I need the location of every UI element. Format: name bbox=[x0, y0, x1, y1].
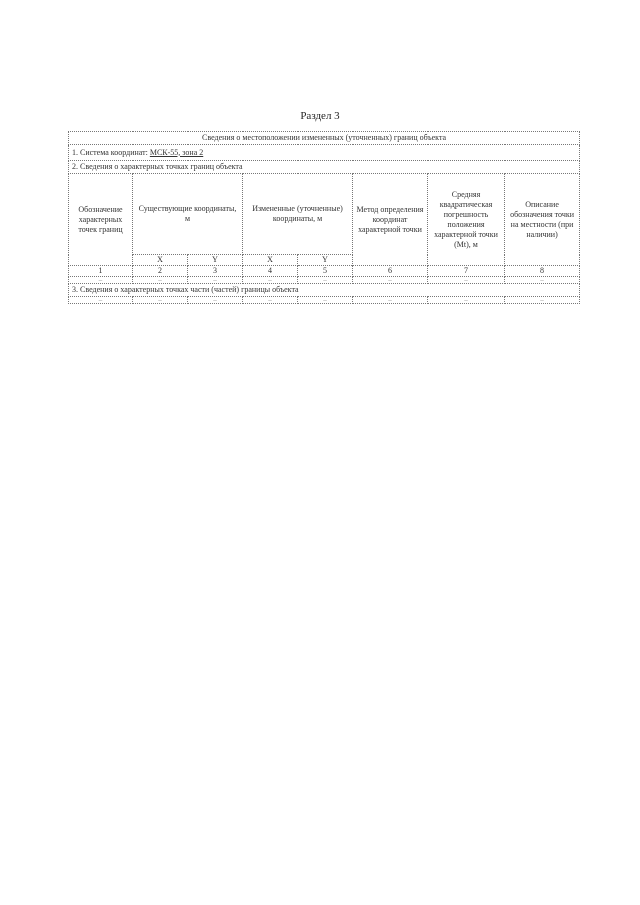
boundary-table bbox=[68, 131, 580, 304]
empty-cell: – bbox=[353, 277, 428, 284]
header-point-designation: Обозначение характерных точек границ bbox=[69, 174, 133, 266]
column-number: 3 bbox=[188, 266, 243, 277]
column-number: 6 bbox=[353, 266, 428, 277]
empty-cell: – bbox=[353, 297, 428, 304]
empty-cell: – bbox=[188, 297, 243, 304]
empty-cell: – bbox=[243, 297, 298, 304]
empty-cell: – bbox=[505, 297, 580, 304]
empty-cell: – bbox=[133, 297, 188, 304]
empty-cell: – bbox=[428, 297, 505, 304]
empty-cell: – bbox=[505, 277, 580, 284]
column-number: 4 bbox=[243, 266, 298, 277]
subsection-3-heading: 3. Сведения о характерных точках части (частей) границы объекта bbox=[69, 284, 580, 297]
header-description: Описание обозначения точки на местности (при наличии) bbox=[505, 174, 580, 266]
empty-cell: – bbox=[298, 277, 353, 284]
coord-system-value: МСК-55, зона 2 bbox=[149, 147, 204, 157]
header-method: Метод определения координат характерной точки bbox=[353, 174, 428, 266]
header-changed-x: X bbox=[243, 255, 298, 266]
table-title: Сведения о местоположении измененных (уточненных) границ объекта bbox=[69, 132, 580, 145]
column-number: 2 bbox=[133, 266, 188, 277]
coord-system-row bbox=[69, 145, 580, 161]
empty-data-row bbox=[69, 297, 580, 304]
empty-cell: – bbox=[298, 297, 353, 304]
header-changed-y: Y bbox=[298, 255, 353, 266]
empty-cell: – bbox=[428, 277, 505, 284]
header-existing-x: X bbox=[133, 255, 188, 266]
subsection-2-row bbox=[69, 161, 580, 174]
header-existing-y: Y bbox=[188, 255, 243, 266]
coord-system-label: 1. Система координат: bbox=[72, 147, 148, 157]
table-title-row bbox=[69, 132, 580, 145]
column-number: 5 bbox=[298, 266, 353, 277]
empty-cell: – bbox=[188, 277, 243, 284]
empty-cell: – bbox=[69, 297, 133, 304]
header-changed-coords: Измененные (уточненные) координаты, м bbox=[243, 174, 353, 255]
header-existing-coords: Существующие координаты, м bbox=[133, 174, 243, 255]
header-error: Средняя квадратическая погрешность положения характерной точки (Mt), м bbox=[428, 174, 505, 266]
subsection-2-heading: 2. Сведения о характерных точках границ объекта bbox=[69, 161, 580, 174]
section-title: Раздел 3 bbox=[300, 110, 340, 122]
column-number: 8 bbox=[505, 266, 580, 277]
empty-cell: – bbox=[133, 277, 188, 284]
subsection-3-row bbox=[69, 284, 580, 297]
column-number: 1 bbox=[69, 266, 133, 277]
empty-data-row bbox=[69, 277, 580, 284]
column-number: 7 bbox=[428, 266, 505, 277]
column-number-row bbox=[69, 266, 580, 277]
empty-cell: – bbox=[69, 277, 133, 284]
empty-cell: – bbox=[243, 277, 298, 284]
coord-system-cell bbox=[69, 145, 580, 161]
header-row bbox=[69, 174, 580, 255]
